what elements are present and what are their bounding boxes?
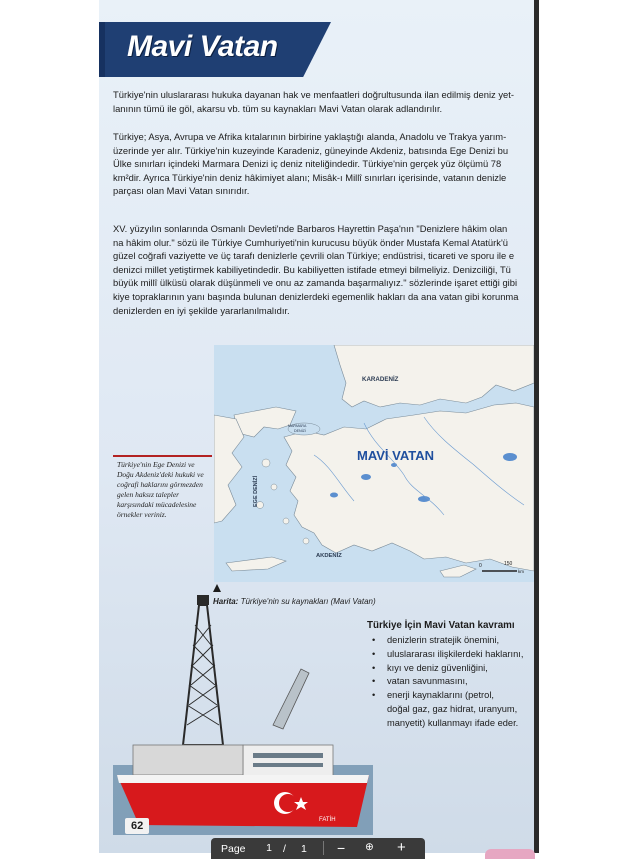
- text-line: [113, 102, 533, 116]
- paragraph-location: [113, 130, 533, 198]
- map-caption-label: Harita:: [213, 597, 239, 606]
- zoom-out-button[interactable]: −: [337, 840, 346, 856]
- map-scale-zero: 0: [479, 563, 482, 569]
- map-label-marmara: MARMARA: [288, 424, 307, 428]
- list-item: • enerji kaynaklarını (petrol,: [369, 689, 523, 703]
- concept-list-title: Türkiye İçin Mavi Vatan kavramı: [367, 620, 515, 631]
- text-line: parçası olan Mavi Vatan sınırıdır.: [113, 185, 250, 197]
- mavi-vatan-map: [214, 345, 534, 582]
- ship-deck-equipment: [133, 745, 243, 775]
- text-line: Türkiye; Asya, Avrupa ve Afrika kıtalarının birbirine yaklaştığı alanda, Anadolu ve Trakya yarım-: [113, 131, 507, 142]
- map-label-ege: EGE DENİZİ: [253, 475, 259, 507]
- map-scale-unit: km: [518, 569, 524, 574]
- list-item-continuation: manyetit) kullanmayı ifade eder.: [387, 717, 519, 728]
- map-island: [271, 484, 277, 490]
- text-line: güzel coğrafi vaziyette ve üç tarafı denizlerle çevrili olan Türkiye; endüstrisi, ticareti ve sporu ile e: [113, 250, 515, 262]
- title-banner-accent: [99, 22, 105, 77]
- side-caption-divider: [113, 455, 212, 457]
- ship-windows: [253, 763, 323, 767]
- text-line: kiye topraklarının yanı başında bulunan denizlerdeki egemenlik hakları da ana vatan gibi korunma: [113, 290, 519, 302]
- viewer-toolbar: [211, 838, 425, 859]
- list-item: • uluslararası ilişkilerdeki haklarını,: [369, 648, 523, 662]
- list-item: • kıyı ve deniz güvenliğini,: [369, 662, 523, 676]
- map-label-mavi-vatan: MAVİ VATAN: [357, 448, 435, 463]
- ship-hull-stripe: [117, 775, 369, 783]
- map-lake: [503, 453, 517, 461]
- ship-windows: [253, 753, 323, 758]
- textbook-page: [99, 0, 534, 853]
- text-line: na hâkim olur." sözü ile Türkiye Cumhuriyeti'nin kurucusu büyük önder Mustafa Kemal Atatürk'ü: [113, 236, 508, 248]
- map-scale-value: 150: [504, 561, 513, 567]
- map-caption-text: Türkiye'nin su kaynakları (Mavi Vatan): [238, 597, 376, 606]
- map-lake: [361, 474, 371, 480]
- list-item: • denizlerin stratejik önemini,: [369, 634, 523, 648]
- toolbar-divider: [323, 841, 324, 855]
- corner-decoration: [485, 849, 535, 859]
- map-side-caption: Türkiye'nin Ege Denizi ve Doğu Akdeniz'deki hukuki ve coğrafi haklarını görmezden gelen haksız talepler karşısındaki mücadelesine örnekler veriniz.: [117, 460, 204, 519]
- map-island: [262, 459, 270, 467]
- ship-crane: [273, 669, 309, 729]
- page-edge: [534, 0, 539, 853]
- text-line: denizci millet yetiştirmek kabiliyetindedir. Bu kabiliyetten istifade etmeyi bilmeliyiz. Denizciliği, Tü: [113, 263, 511, 275]
- text-line: denizlerden en iyi şekilde yararlanılmalıdır.: [113, 304, 290, 316]
- map-label-marmara-line2: DENİZİ: [294, 429, 306, 433]
- page-number-input[interactable]: [261, 841, 277, 855]
- map-label-akdeniz: AKDENİZ: [316, 553, 342, 559]
- text-line: büyük millî ülküsü olarak düşünmeli ve onu az zamanda başarmalıyız." sözlerinde işaret ettiği gibi: [113, 277, 518, 289]
- page-title: Mavi Vatan: [127, 30, 278, 63]
- text-line: XV. yüzyılın sonlarında Osmanlı Devleti'nde Barbaros Hayrettin Paşa'nın "Denizlere hâkim olan: [113, 223, 508, 234]
- text-line-part: lanının tümü ile göl, akarsu vb. tüm su kaynakları Mavi Vatan olarak adlandırılır.: [113, 102, 443, 114]
- drillship-illustration: [113, 595, 376, 835]
- map-lake: [330, 493, 338, 498]
- paragraph-intro: [113, 88, 533, 115]
- ship-name: FATİH: [319, 817, 336, 823]
- map-caption-marker-icon: [213, 584, 221, 592]
- text-line: km²dir. Ayrıca Türkiye'nin deniz hâkimiyet alanı; Misâk-ı Millî sınırları içerisinde, vatanın denizle: [113, 171, 507, 183]
- page-separator: /: [283, 843, 286, 855]
- ship-derrick-top: [197, 595, 209, 605]
- map-island: [303, 538, 309, 544]
- zoom-reset-icon[interactable]: ⊕: [365, 841, 374, 853]
- page-number: 62: [125, 818, 149, 834]
- text-line: Türkiye'nin uluslararası hukuka dayanan hak ve menfaatleri doğrultusunda ilan edilmiş deniz yet-: [113, 89, 514, 100]
- list-item: • vatan savunmasını,: [369, 675, 523, 689]
- map-island: [283, 518, 289, 524]
- flag-crescent-cutout: [279, 794, 297, 812]
- paragraph-history: [113, 222, 533, 317]
- text-line: Ülke sınırları içindeki Marmara Denizi iç deniz niteliğindedir. Türkiye'nin gerçek yüz ölçümü 78: [113, 158, 502, 170]
- zoom-in-button[interactable]: +: [397, 839, 406, 856]
- concept-list: [369, 634, 523, 731]
- map-label-karadeniz: KARADENİZ: [362, 376, 399, 383]
- total-pages: 1: [301, 843, 307, 855]
- page-label: Page: [221, 843, 246, 855]
- list-item-continuation: doğal gaz, gaz hidrat, uranyum,: [387, 703, 518, 714]
- text-line: üzerinde yer alır. Türkiye'nin kuzeyinde Karadeniz, güneyinde Akdeniz, batısında Ege Denizi bu: [113, 144, 509, 156]
